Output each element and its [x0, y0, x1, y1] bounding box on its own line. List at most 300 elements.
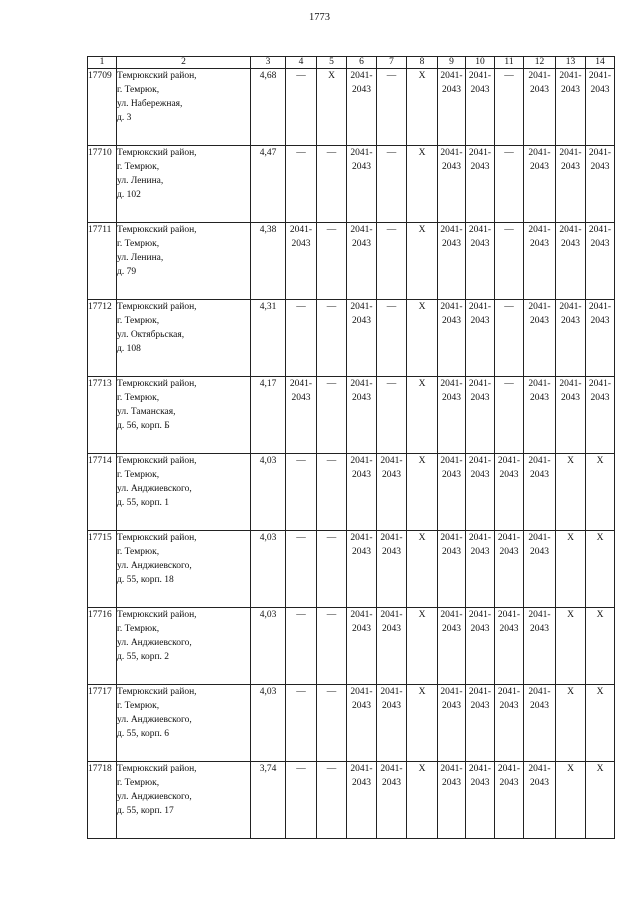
- schedule-cell: [524, 531, 556, 608]
- record-number: 17715: [88, 531, 117, 608]
- schedule-cell: [586, 69, 615, 146]
- schedule-cell: [556, 531, 586, 608]
- table-row: [88, 223, 615, 300]
- schedule-cell: [377, 685, 407, 762]
- schedule-value: 2041-: [588, 225, 612, 235]
- schedule-value: X: [418, 71, 426, 81]
- schedule-value: 2043: [442, 316, 461, 326]
- schedule-cell: [438, 300, 466, 377]
- column-header: 13: [556, 57, 586, 69]
- schedule-value: 2043: [442, 393, 461, 403]
- schedule-value: —: [386, 302, 397, 312]
- schedule-value: —: [296, 456, 306, 466]
- address-cell: [117, 762, 251, 839]
- schedule-value: 2043: [352, 393, 371, 403]
- schedule-value: —: [296, 148, 306, 158]
- schedule-value: 2041-: [350, 533, 373, 543]
- schedule-cell: [286, 762, 317, 839]
- schedule-value: 2041-: [528, 533, 551, 543]
- address-cell: [117, 608, 251, 685]
- schedule-value: 2043: [470, 701, 490, 711]
- address-line: д. 3: [117, 113, 132, 123]
- schedule-cell: [438, 377, 466, 454]
- schedule-value: 2043: [470, 85, 490, 95]
- schedule-cell: [466, 685, 495, 762]
- schedule-cell: [286, 300, 317, 377]
- schedule-cell: [347, 762, 377, 839]
- schedule-value: 2041-: [380, 687, 403, 697]
- schedule-value: 2043: [291, 239, 311, 249]
- schedule-value: 2041-: [528, 764, 551, 774]
- address-line: ул. Набережная,: [117, 99, 183, 109]
- schedule-value: 2041-: [559, 225, 582, 235]
- address-line: г. Темрюк,: [117, 470, 160, 480]
- schedule-value: 2043: [470, 393, 490, 403]
- schedule-value: —: [326, 302, 337, 312]
- schedule-value: 2041-: [380, 533, 403, 543]
- table-row: [88, 69, 615, 146]
- schedule-cell: [495, 608, 524, 685]
- schedule-value: —: [326, 533, 337, 543]
- schedule-cell: [377, 531, 407, 608]
- address-cell: [117, 300, 251, 377]
- schedule-value: 2041-: [380, 764, 403, 774]
- schedule-value: 2041-: [440, 148, 463, 158]
- schedule-value: 2043: [499, 701, 519, 711]
- schedule-value: 2041-: [528, 148, 551, 158]
- address-cell: [117, 69, 251, 146]
- schedule-cell: [438, 223, 466, 300]
- schedule-cell: [466, 223, 495, 300]
- schedule-value: 2041-: [350, 456, 373, 466]
- address-cell: [117, 454, 251, 531]
- address-line: ул. Таманская,: [117, 407, 176, 417]
- address-line: ул. Ленина,: [117, 176, 164, 186]
- schedule-cell: [317, 223, 347, 300]
- schedule-value: 2041-: [528, 379, 551, 389]
- address-cell: [117, 685, 251, 762]
- schedule-value: 2041-: [497, 687, 521, 697]
- schedule-cell: [347, 146, 377, 223]
- schedule-value: X: [567, 687, 574, 697]
- schedule-value: 2043: [530, 470, 549, 480]
- address-line: г. Темрюк,: [117, 624, 160, 634]
- table-header: [88, 57, 615, 69]
- schedule-value: 2041-: [350, 148, 373, 158]
- schedule-value: X: [418, 148, 426, 158]
- schedule-value: 2041-: [440, 533, 463, 543]
- schedule-cell: [317, 146, 347, 223]
- address-line: г. Темрюк,: [117, 778, 160, 788]
- schedule-cell: [524, 69, 556, 146]
- schedule-cell: [317, 608, 347, 685]
- column-header: 8: [407, 57, 438, 69]
- address-line: Темрюкский район,: [117, 764, 197, 774]
- schedule-cell: [586, 685, 615, 762]
- schedule-cell: [556, 454, 586, 531]
- schedule-value: X: [596, 687, 604, 697]
- schedule-value: 2043: [352, 239, 371, 249]
- schedule-cell: [466, 454, 495, 531]
- schedule-value: —: [326, 456, 337, 466]
- schedule-cell: [495, 454, 524, 531]
- schedule-value: X: [418, 610, 426, 620]
- address-line: Темрюкский район,: [117, 225, 197, 235]
- schedule-value: 2043: [382, 778, 401, 788]
- table-row: [88, 685, 615, 762]
- address-line: Темрюкский район,: [117, 379, 197, 389]
- schedule-value: 2043: [442, 470, 461, 480]
- schedule-cell: [377, 146, 407, 223]
- schedule-cell: [377, 454, 407, 531]
- schedule-value: 2041-: [468, 71, 492, 81]
- schedule-cell: [347, 377, 377, 454]
- schedule-cell: [556, 685, 586, 762]
- schedule-value: 2041-: [440, 71, 463, 81]
- schedule-cell: [586, 146, 615, 223]
- address-line: ул. Анджиевского,: [117, 561, 192, 571]
- schedule-cell: [438, 69, 466, 146]
- schedule-value: 2043: [530, 624, 549, 634]
- record-number: 17709: [88, 69, 117, 146]
- schedule-value: 2041-: [350, 687, 373, 697]
- schedule-cell: [407, 223, 438, 300]
- schedule-value: —: [296, 302, 306, 312]
- address-line: Темрюкский район,: [117, 533, 197, 543]
- schedule-value: 2041-: [440, 302, 463, 312]
- table-row: [88, 300, 615, 377]
- schedule-value: —: [386, 148, 397, 158]
- address-line: г. Темрюк,: [117, 162, 160, 172]
- schedule-value: 2043: [442, 701, 461, 711]
- schedule-value: 2041-: [528, 71, 551, 81]
- schedule-value: 2043: [499, 470, 519, 480]
- schedule-value: X: [567, 610, 574, 620]
- address-line: д. 108: [117, 344, 141, 354]
- schedule-cell: [495, 531, 524, 608]
- address-line: д. 55, корп. 6: [117, 729, 170, 739]
- schedule-value: X: [567, 456, 574, 466]
- address-cell: [117, 531, 251, 608]
- schedule-cell: [317, 531, 347, 608]
- address-line: г. Темрюк,: [117, 701, 160, 711]
- area-value: 4,03: [251, 608, 286, 685]
- schedule-cell: [495, 69, 524, 146]
- schedule-cell: [524, 608, 556, 685]
- schedule-value: 2043: [470, 470, 490, 480]
- schedule-value: 2041-: [440, 456, 463, 466]
- schedule-cell: [586, 454, 615, 531]
- schedule-value: 2041-: [528, 225, 551, 235]
- column-number-row: [88, 57, 615, 69]
- schedule-cell: [466, 300, 495, 377]
- schedule-value: 2043: [470, 778, 490, 788]
- schedule-cell: [556, 69, 586, 146]
- schedule-value: 2043: [382, 470, 401, 480]
- schedule-value: 2041-: [528, 610, 551, 620]
- schedule-cell: [586, 762, 615, 839]
- schedule-value: —: [504, 225, 514, 235]
- schedule-value: X: [596, 533, 604, 543]
- schedule-value: X: [418, 379, 426, 389]
- schedule-cell: [347, 685, 377, 762]
- schedule-cell: [586, 300, 615, 377]
- schedule-cell: [438, 608, 466, 685]
- schedule-value: X: [418, 302, 426, 312]
- schedule-value: —: [296, 610, 306, 620]
- schedule-cell: [317, 762, 347, 839]
- schedule-value: —: [504, 379, 514, 389]
- schedule-value: 2043: [382, 701, 401, 711]
- schedule-value: 2041-: [497, 610, 521, 620]
- schedule-cell: [586, 608, 615, 685]
- schedule-value: —: [504, 302, 514, 312]
- schedule-value: —: [504, 71, 514, 81]
- schedule-cell: [466, 69, 495, 146]
- schedule-cell: [466, 146, 495, 223]
- schedule-cell: [377, 762, 407, 839]
- column-header: 6: [347, 57, 377, 69]
- schedule-value: 2043: [382, 624, 401, 634]
- schedule-cell: [286, 454, 317, 531]
- schedule-cell: [407, 69, 438, 146]
- column-header: 2: [117, 57, 251, 69]
- schedule-value: 2041-: [440, 225, 463, 235]
- schedule-value: 2041-: [380, 610, 403, 620]
- schedule-value: 2043: [590, 85, 610, 95]
- schedule-value: 2043: [499, 624, 519, 634]
- schedule-value: 2041-: [350, 610, 373, 620]
- schedule-cell: [407, 685, 438, 762]
- schedule-value: 2043: [561, 316, 580, 326]
- schedule-cell: [347, 223, 377, 300]
- address-line: ул. Анджиевского,: [117, 715, 192, 725]
- schedule-cell: [317, 685, 347, 762]
- schedule-value: X: [418, 687, 426, 697]
- schedule-value: 2043: [530, 316, 549, 326]
- schedule-value: 2041-: [559, 148, 582, 158]
- schedule-value: 2043: [352, 162, 371, 172]
- schedule-value: —: [504, 148, 514, 158]
- schedule-cell: [524, 300, 556, 377]
- schedule-cell: [586, 223, 615, 300]
- schedule-cell: [286, 608, 317, 685]
- address-line: ул. Анджиевского,: [117, 484, 192, 494]
- schedule-cell: [377, 223, 407, 300]
- schedule-value: X: [418, 533, 426, 543]
- address-line: ул. Ленина,: [117, 253, 164, 263]
- schedule-value: 2041-: [440, 764, 463, 774]
- schedule-value: 2043: [382, 547, 401, 557]
- schedule-value: 2041-: [559, 379, 582, 389]
- table-row: [88, 608, 615, 685]
- schedule-value: 2043: [530, 778, 549, 788]
- schedule-value: 2041-: [468, 687, 492, 697]
- schedule-cell: [524, 223, 556, 300]
- schedule-value: 2043: [352, 547, 371, 557]
- schedule-value: 2041-: [440, 379, 463, 389]
- schedule-cell: [466, 762, 495, 839]
- schedule-value: X: [418, 456, 426, 466]
- schedule-cell: [524, 454, 556, 531]
- table-row: [88, 454, 615, 531]
- schedule-value: 2043: [470, 239, 490, 249]
- schedule-cell: [556, 608, 586, 685]
- address-cell: [117, 223, 251, 300]
- record-number: 17716: [88, 608, 117, 685]
- schedule-cell: [586, 531, 615, 608]
- schedule-value: —: [296, 533, 306, 543]
- address-line: ул. Анджиевского,: [117, 792, 192, 802]
- schedule-value: 2043: [470, 316, 490, 326]
- address-line: д. 55, корп. 2: [117, 652, 170, 662]
- schedule-value: 2043: [291, 393, 311, 403]
- schedule-value: 2043: [561, 85, 580, 95]
- address-line: Темрюкский район,: [117, 687, 197, 697]
- schedule-cell: [317, 377, 347, 454]
- schedule-cell: [495, 762, 524, 839]
- schedule-cell: [377, 300, 407, 377]
- schedule-value: 2043: [442, 239, 461, 249]
- schedule-value: 2041-: [468, 610, 492, 620]
- address-line: д. 55, корп. 18: [117, 575, 174, 585]
- schedule-cell: [407, 146, 438, 223]
- schedule-cell: [317, 300, 347, 377]
- schedule-cell: [586, 377, 615, 454]
- record-number: 17713: [88, 377, 117, 454]
- schedule-value: 2043: [442, 162, 461, 172]
- schedule-cell: [407, 454, 438, 531]
- schedule-value: 2041-: [468, 456, 492, 466]
- schedule-value: 2041-: [588, 71, 612, 81]
- record-number: 17711: [88, 223, 117, 300]
- schedule-cell: [286, 685, 317, 762]
- schedule-value: 2041-: [528, 302, 551, 312]
- table-body: [88, 69, 615, 839]
- schedule-value: 2041-: [350, 225, 373, 235]
- schedule-cell: [286, 146, 317, 223]
- schedule-cell: [347, 300, 377, 377]
- area-value: 4,68: [251, 69, 286, 146]
- schedule-cell: [317, 69, 347, 146]
- record-number: 17712: [88, 300, 117, 377]
- table-row: [88, 531, 615, 608]
- area-value: 4,38: [251, 223, 286, 300]
- schedule-value: —: [326, 764, 337, 774]
- schedule-cell: [524, 377, 556, 454]
- schedule-cell: [407, 300, 438, 377]
- schedule-value: 2043: [352, 624, 371, 634]
- address-cell: [117, 146, 251, 223]
- schedule-value: 2041-: [468, 533, 492, 543]
- schedule-value: 2043: [590, 162, 610, 172]
- schedule-cell: [466, 531, 495, 608]
- address-line: г. Темрюк,: [117, 547, 160, 557]
- address-line: г. Темрюк,: [117, 85, 160, 95]
- schedule-value: 2041-: [468, 302, 492, 312]
- schedule-value: 2043: [470, 624, 490, 634]
- table-row: [88, 146, 615, 223]
- schedule-value: 2043: [590, 239, 610, 249]
- area-value: 4,03: [251, 454, 286, 531]
- schedule-value: —: [386, 71, 397, 81]
- schedule-cell: [438, 685, 466, 762]
- address-line: Темрюкский район,: [117, 610, 197, 620]
- column-header: 14: [586, 57, 615, 69]
- schedule-value: X: [596, 610, 604, 620]
- record-number: 17717: [88, 685, 117, 762]
- schedule-cell: [407, 377, 438, 454]
- schedule-value: 2043: [530, 701, 549, 711]
- area-value: 4,47: [251, 146, 286, 223]
- schedule-value: 2043: [499, 778, 519, 788]
- column-header: 3: [251, 57, 286, 69]
- column-header: 7: [377, 57, 407, 69]
- register-table: [87, 56, 615, 839]
- schedule-value: 2043: [442, 547, 461, 557]
- schedule-cell: [377, 377, 407, 454]
- schedule-cell: [495, 223, 524, 300]
- schedule-value: 2041-: [350, 764, 373, 774]
- schedule-cell: [286, 223, 317, 300]
- address-line: ул. Октябрьская,: [117, 330, 185, 340]
- schedule-cell: [556, 146, 586, 223]
- schedule-cell: [495, 146, 524, 223]
- address-line: д. 55, корп. 17: [117, 806, 174, 816]
- schedule-value: 2041-: [497, 533, 521, 543]
- record-number: 17718: [88, 762, 117, 839]
- schedule-value: 2043: [352, 470, 371, 480]
- schedule-value: 2041-: [350, 379, 373, 389]
- schedule-value: —: [386, 379, 397, 389]
- schedule-value: 2041-: [350, 71, 373, 81]
- schedule-value: X: [567, 533, 574, 543]
- schedule-cell: [407, 531, 438, 608]
- area-value: 4,17: [251, 377, 286, 454]
- schedule-value: 2041-: [497, 764, 521, 774]
- schedule-cell: [495, 300, 524, 377]
- schedule-cell: [556, 377, 586, 454]
- address-line: г. Темрюк,: [117, 239, 160, 249]
- schedule-value: 2041-: [468, 148, 492, 158]
- schedule-value: —: [296, 687, 306, 697]
- schedule-value: 2041-: [468, 379, 492, 389]
- area-value: 3,74: [251, 762, 286, 839]
- schedule-cell: [347, 454, 377, 531]
- schedule-cell: [347, 608, 377, 685]
- schedule-value: 2043: [470, 162, 490, 172]
- schedule-value: X: [567, 764, 574, 774]
- schedule-value: —: [386, 225, 397, 235]
- schedule-value: 2041-: [588, 379, 612, 389]
- column-header: 12: [524, 57, 556, 69]
- address-line: д. 102: [117, 190, 141, 200]
- schedule-value: 2043: [530, 547, 549, 557]
- schedule-cell: [317, 454, 347, 531]
- address-line: Темрюкский район,: [117, 148, 197, 158]
- schedule-value: 2043: [352, 701, 371, 711]
- address-line: ул. Анджиевского,: [117, 638, 192, 648]
- schedule-cell: [347, 69, 377, 146]
- schedule-value: 2041-: [468, 225, 492, 235]
- schedule-value: 2043: [352, 316, 371, 326]
- schedule-value: 2043: [530, 393, 549, 403]
- schedule-value: 2041-: [528, 456, 551, 466]
- schedule-value: 2041-: [440, 610, 463, 620]
- area-value: 4,03: [251, 531, 286, 608]
- schedule-value: —: [326, 610, 337, 620]
- schedule-value: X: [328, 71, 335, 81]
